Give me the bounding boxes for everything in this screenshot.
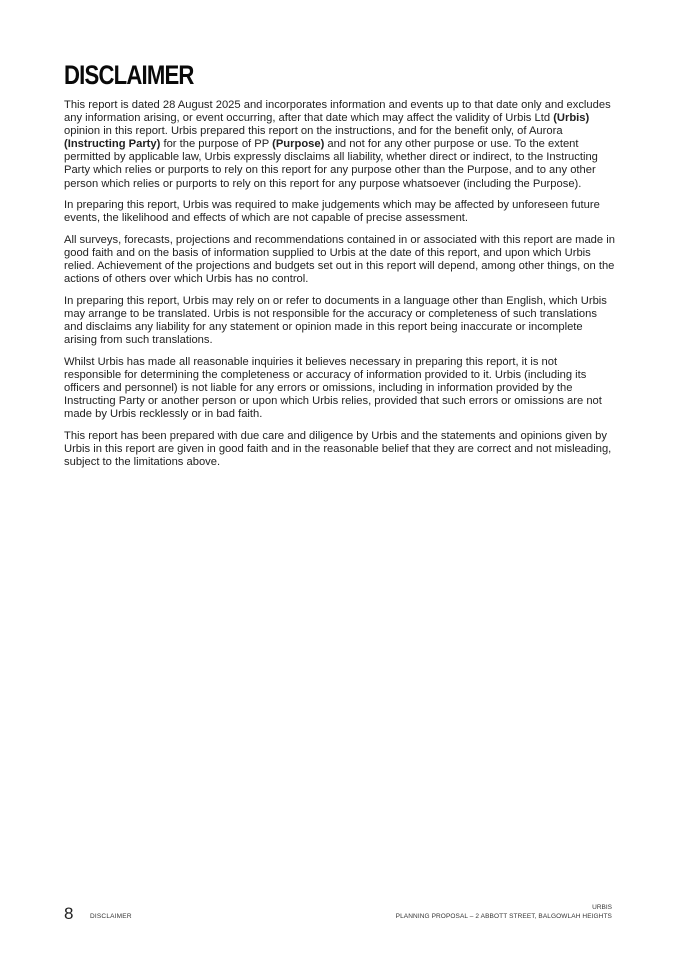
footer-document-title: PLANNING PROPOSAL – 2 ABBOTT STREET, BALGOWLAH HEIGHTS [395,913,612,920]
text-run: opinion in this report. Urbis prepared this report on the instructions, and for the benefit only, of Aurora [64,125,563,138]
page-title: DISCLAIMER [64,60,194,90]
paragraph-due-care: This report has been prepared with due care and diligence by Urbis and the statements and opinions given by Urbis in this report are given in good faith and in the reasonable belief that they are correct and not misleading, subject to the limitations above. [64,429,612,468]
text-run: and not for any other purpose or use. To the extent permitted by applicable law, Urbis expressly disclaims all liability, whether direct or indirect, to the Instructing Party which relies or purports to rely on this report for any purpose other than the Purpose, and to any other person which relies or purports to rely on this report for any purpose whatsoever (including the Purpose). [64,138,598,190]
footer-brand: URBIS [592,904,612,911]
defined-term-purpose: (Purpose) [272,138,325,151]
paragraph-validity [64,99,616,191]
paragraph-forecasts: All surveys, forecasts, projections and recommendations contained in or associated with this report are made in good faith and on the basis of information supplied to Urbis at the date of this report, and upon which Urbis relied. Achievement of the projections and budgets set out in this report will depend, among other things, on the actions of others over which Urbis has no control. [64,233,615,286]
disclaimer-body [64,99,616,477]
paragraph-judgements: In preparing this report, Urbis was required to make judgements which may be affected by unforeseen future events, the likelihood and effects of which are not capable of precise assessment. [64,199,600,225]
defined-term-urbis: (Urbis) [553,112,590,125]
text-run: for the purpose of PP [160,138,273,151]
footer-section: DISCLAIMER [90,913,132,920]
paragraph-translations: In preparing this report, Urbis may rely on or refer to documents in a language other than English, which Urbis may arrange to be translated. Urbis is not responsible for the accuracy or completeness of such translations and disclaims any liability for any statement or opinion made in this report being inaccurate or incomplete arising from such translations. [64,294,607,346]
paragraph-inquiries: Whilst Urbis has made all reasonable inquiries it believes necessary in preparing this report, it is not responsible for determining the completeness or accuracy of information provided to it. Urbis (including its officers and personnel) is not liable for any errors or omissions, including in information provided by the Instructing Party or another person or upon which Urbis relies, provided that such errors or omissions are not made by Urbis recklessly or in bad faith. [64,355,602,420]
text-run: This report is dated 28 August 2025 and incorporates information and events up to that date only and excludes any information arising, or event occurring, after that date which may affect the validity of Urbis Ltd [64,99,611,125]
defined-term-instructing-party: (Instructing Party) [64,138,161,151]
page-number: 8 [64,904,74,923]
